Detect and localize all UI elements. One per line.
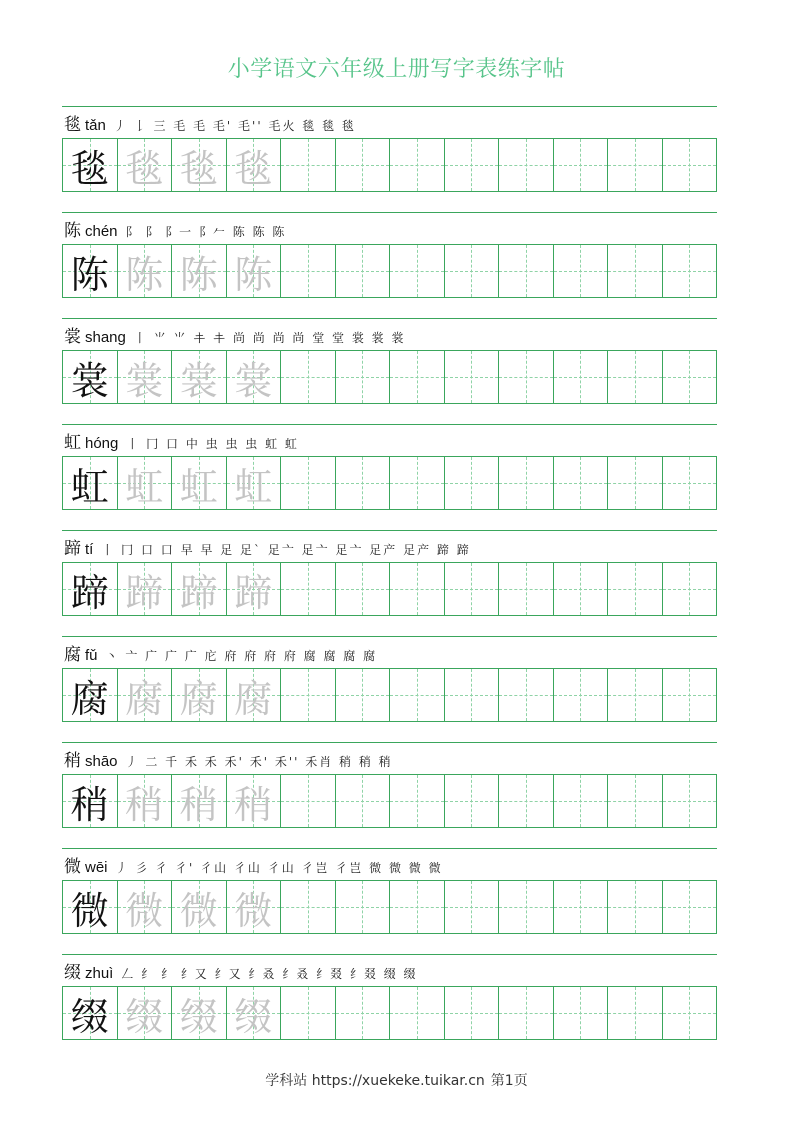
grid-cell[interactable] (445, 457, 500, 509)
writing-grid (62, 350, 717, 404)
trace-character: 虹 (234, 464, 273, 509)
grid-cell[interactable] (172, 139, 227, 191)
row-character: 腐 (64, 645, 81, 665)
grid-cell[interactable] (281, 669, 336, 721)
grid-cell[interactable] (281, 457, 336, 509)
row-pinyin: fǔ (85, 647, 98, 664)
grid-cell[interactable] (663, 457, 717, 509)
writing-grid (62, 138, 717, 192)
grid-cell[interactable] (499, 351, 554, 403)
row-pinyin: chén (85, 223, 118, 240)
stroke-order: 丶 亠 广 广 广 庀 府 府 府 府 腐 腐 腐 腐 (105, 649, 378, 663)
row-label (64, 644, 377, 666)
grid-cell[interactable] (390, 139, 445, 191)
stroke-order: 丿 彡 彳 彳' 彳山 彳山 彳山 彳岂 彳岂 微 微 微 微 (115, 861, 443, 875)
page-title: 小学语文六年级上册写字表练字帖 (227, 57, 566, 82)
page-footer (0, 1070, 793, 1090)
grid-cell[interactable] (227, 245, 282, 297)
grid-cell[interactable] (281, 563, 336, 615)
trace-character: 稍 (234, 782, 273, 827)
grid-cell[interactable] (63, 881, 118, 933)
grid-cell[interactable] (172, 351, 227, 403)
row-label (64, 750, 393, 772)
stroke-order: 丿 二 千 禾 禾 禾' 禾' 禾'' 禾肖 稍 稍 稍 (125, 755, 393, 769)
grid-cell[interactable] (390, 669, 445, 721)
writing-grid (62, 774, 717, 828)
row-pinyin: shāo (85, 753, 118, 770)
grid-cell[interactable] (336, 245, 391, 297)
row-divider (62, 954, 717, 955)
trace-character: 微 (234, 888, 273, 933)
grid-cell[interactable] (499, 563, 554, 615)
grid-cell[interactable] (663, 139, 717, 191)
row-label (64, 432, 299, 454)
grid-cell[interactable] (227, 669, 282, 721)
grid-cell[interactable] (554, 563, 609, 615)
row-label (64, 220, 286, 242)
row-pinyin: zhuì (85, 965, 114, 982)
grid-cell[interactable] (172, 457, 227, 509)
trace-character: 蹄 (234, 570, 273, 615)
stroke-order: 𠃋 纟 纟 纟又 纟又 纟叒 纟叒 纟叕 纟叕 缀 缀 (121, 967, 418, 981)
stroke-order: 丨 ⺌ ⺌ 𰀁 𰀁 尚 尚 尚 尚 堂 堂 裳 裳 裳 (133, 331, 406, 345)
trace-character: 微 (179, 888, 218, 933)
grid-cell[interactable] (663, 987, 717, 1039)
grid-cell[interactable] (281, 881, 336, 933)
grid-cell[interactable] (554, 987, 609, 1039)
model-character: 毯 (70, 146, 109, 191)
row-divider (62, 212, 717, 213)
row-label (64, 114, 356, 136)
trace-character: 蹄 (125, 570, 164, 615)
row-label (64, 326, 405, 348)
grid-cell[interactable] (172, 563, 227, 615)
grid-cell[interactable] (608, 881, 663, 933)
trace-character: 蹄 (179, 570, 218, 615)
grid-cell[interactable] (445, 563, 500, 615)
grid-cell[interactable] (336, 351, 391, 403)
row-character: 微 (64, 857, 81, 877)
grid-cell[interactable] (118, 457, 173, 509)
trace-character: 毯 (125, 146, 164, 191)
grid-cell[interactable] (499, 457, 554, 509)
grid-cell[interactable] (63, 139, 118, 191)
grid-cell[interactable] (172, 245, 227, 297)
grid-cell[interactable] (390, 775, 445, 827)
grid-cell[interactable] (118, 563, 173, 615)
grid-cell[interactable] (118, 881, 173, 933)
grid-cell[interactable] (281, 245, 336, 297)
grid-cell[interactable] (227, 139, 282, 191)
row-character: 蹄 (64, 539, 81, 559)
grid-cell[interactable] (118, 669, 173, 721)
grid-cell[interactable] (445, 987, 500, 1039)
grid-cell[interactable] (172, 669, 227, 721)
grid-cell[interactable] (445, 351, 500, 403)
row-pinyin: hóng (85, 435, 119, 452)
trace-character: 裳 (234, 358, 273, 403)
trace-character: 虹 (179, 464, 218, 509)
grid-cell[interactable] (663, 563, 717, 615)
trace-character: 毯 (179, 146, 218, 191)
grid-cell[interactable] (499, 139, 554, 191)
trace-character: 稍 (179, 782, 218, 827)
grid-cell[interactable] (281, 139, 336, 191)
trace-character: 稍 (125, 782, 164, 827)
grid-cell[interactable] (281, 351, 336, 403)
row-divider (62, 636, 717, 637)
grid-cell[interactable] (554, 139, 609, 191)
trace-character: 腐 (234, 676, 273, 721)
grid-cell[interactable] (336, 457, 391, 509)
model-character: 陈 (70, 252, 109, 297)
stroke-order: 丿 𠄌 三 毛 毛 毛' 毛'' 毛火 毯 毯 毯 (113, 119, 356, 133)
row-divider (62, 106, 717, 107)
grid-cell[interactable] (336, 563, 391, 615)
grid-cell[interactable] (663, 881, 717, 933)
row-character: 陈 (64, 221, 81, 241)
grid-cell[interactable] (227, 987, 282, 1039)
stroke-order: 丨 冂 口 口 早 早 足 足` 足亠 足亠 足亠 足产 足产 蹄 蹄 (101, 543, 471, 557)
row-label (64, 856, 443, 878)
grid-cell[interactable] (608, 987, 663, 1039)
grid-cell[interactable] (63, 351, 118, 403)
row-divider (62, 318, 717, 319)
stroke-order: 丨 冂 口 中 虫 虫 虫 虹 虹 (126, 437, 299, 451)
grid-cell[interactable] (445, 775, 500, 827)
row-pinyin: shang (85, 329, 126, 346)
grid-cell[interactable] (663, 669, 717, 721)
grid-cell[interactable] (118, 775, 173, 827)
grid-cell[interactable] (445, 245, 500, 297)
grid-cell[interactable] (554, 457, 609, 509)
grid-cell[interactable] (336, 139, 391, 191)
grid-cell[interactable] (445, 881, 500, 933)
grid-cell[interactable] (499, 775, 554, 827)
model-character: 蹄 (70, 570, 109, 615)
row-divider (62, 742, 717, 743)
row-character: 虹 (64, 433, 81, 453)
grid-cell[interactable] (554, 775, 609, 827)
grid-cell[interactable] (63, 563, 118, 615)
grid-cell[interactable] (336, 987, 391, 1039)
writing-grid (62, 562, 717, 616)
model-character: 稍 (70, 782, 109, 827)
grid-cell[interactable] (172, 775, 227, 827)
grid-cell[interactable] (227, 457, 282, 509)
page-number: 第1页 (490, 1073, 528, 1089)
grid-cell[interactable] (336, 669, 391, 721)
grid-cell[interactable] (608, 563, 663, 615)
grid-cell[interactable] (118, 351, 173, 403)
grid-cell[interactable] (390, 457, 445, 509)
grid-cell[interactable] (445, 669, 500, 721)
row-character: 裳 (64, 327, 81, 347)
model-character: 微 (70, 888, 109, 933)
grid-cell[interactable] (554, 245, 609, 297)
row-label (64, 538, 471, 560)
grid-cell[interactable] (554, 881, 609, 933)
writing-grid (62, 880, 717, 934)
trace-character: 陈 (179, 252, 218, 297)
writing-grid (62, 986, 717, 1040)
grid-cell[interactable] (336, 881, 391, 933)
grid-cell[interactable] (390, 881, 445, 933)
grid-cell[interactable] (281, 775, 336, 827)
grid-cell[interactable] (227, 351, 282, 403)
row-divider (62, 530, 717, 531)
footer-site[interactable]: 学科站 https://xuekeke.tuikar.cn (265, 1073, 485, 1089)
grid-cell[interactable] (608, 775, 663, 827)
grid-cell[interactable] (663, 351, 717, 403)
grid-cell[interactable] (63, 669, 118, 721)
grid-cell[interactable] (663, 775, 717, 827)
writing-grid (62, 244, 717, 298)
row-pinyin: tǎn (85, 117, 106, 134)
writing-grid (62, 456, 717, 510)
grid-cell[interactable] (445, 139, 500, 191)
grid-cell[interactable] (663, 245, 717, 297)
grid-cell[interactable] (499, 669, 554, 721)
grid-cell[interactable] (118, 139, 173, 191)
row-divider (62, 424, 717, 425)
row-character: 稍 (64, 751, 81, 771)
grid-cell[interactable] (227, 775, 282, 827)
trace-character: 腐 (179, 676, 218, 721)
row-character: 缀 (64, 963, 81, 983)
grid-cell[interactable] (63, 775, 118, 827)
model-character: 缀 (70, 994, 109, 1039)
grid-cell[interactable] (608, 139, 663, 191)
grid-cell[interactable] (118, 987, 173, 1039)
trace-character: 微 (125, 888, 164, 933)
grid-cell[interactable] (227, 563, 282, 615)
grid-cell[interactable] (554, 351, 609, 403)
writing-grid (62, 668, 717, 722)
grid-cell[interactable] (118, 245, 173, 297)
trace-character: 裳 (125, 358, 164, 403)
stroke-order: 阝 阝 阝一 阝𠂉 陈 陈 陈 (125, 225, 287, 239)
model-character: 裳 (70, 358, 109, 403)
grid-cell[interactable] (63, 987, 118, 1039)
grid-cell[interactable] (336, 775, 391, 827)
grid-cell[interactable] (172, 987, 227, 1039)
grid-cell[interactable] (608, 245, 663, 297)
row-pinyin: tí (85, 541, 94, 558)
trace-character: 虹 (125, 464, 164, 509)
model-character: 腐 (70, 676, 109, 721)
grid-cell[interactable] (172, 881, 227, 933)
trace-character: 陈 (125, 252, 164, 297)
trace-character: 陈 (234, 252, 273, 297)
grid-cell[interactable] (63, 457, 118, 509)
trace-character: 毯 (234, 146, 273, 191)
row-label (64, 962, 418, 984)
grid-cell[interactable] (608, 457, 663, 509)
grid-cell[interactable] (281, 987, 336, 1039)
model-character: 虹 (70, 464, 109, 509)
grid-cell[interactable] (227, 881, 282, 933)
trace-character: 腐 (125, 676, 164, 721)
grid-cell[interactable] (63, 245, 118, 297)
grid-cell[interactable] (390, 987, 445, 1039)
grid-cell[interactable] (390, 245, 445, 297)
grid-cell[interactable] (608, 669, 663, 721)
row-divider (62, 848, 717, 849)
trace-character: 缀 (179, 994, 218, 1039)
trace-character: 缀 (234, 994, 273, 1039)
trace-character: 缀 (125, 994, 164, 1039)
grid-cell[interactable] (554, 669, 609, 721)
row-pinyin: wēi (85, 859, 108, 876)
grid-cell[interactable] (390, 563, 445, 615)
grid-cell[interactable] (499, 881, 554, 933)
trace-character: 裳 (179, 358, 218, 403)
row-character: 毯 (64, 115, 81, 135)
grid-cell[interactable] (499, 987, 554, 1039)
grid-cell[interactable] (608, 351, 663, 403)
grid-cell[interactable] (390, 351, 445, 403)
grid-cell[interactable] (499, 245, 554, 297)
